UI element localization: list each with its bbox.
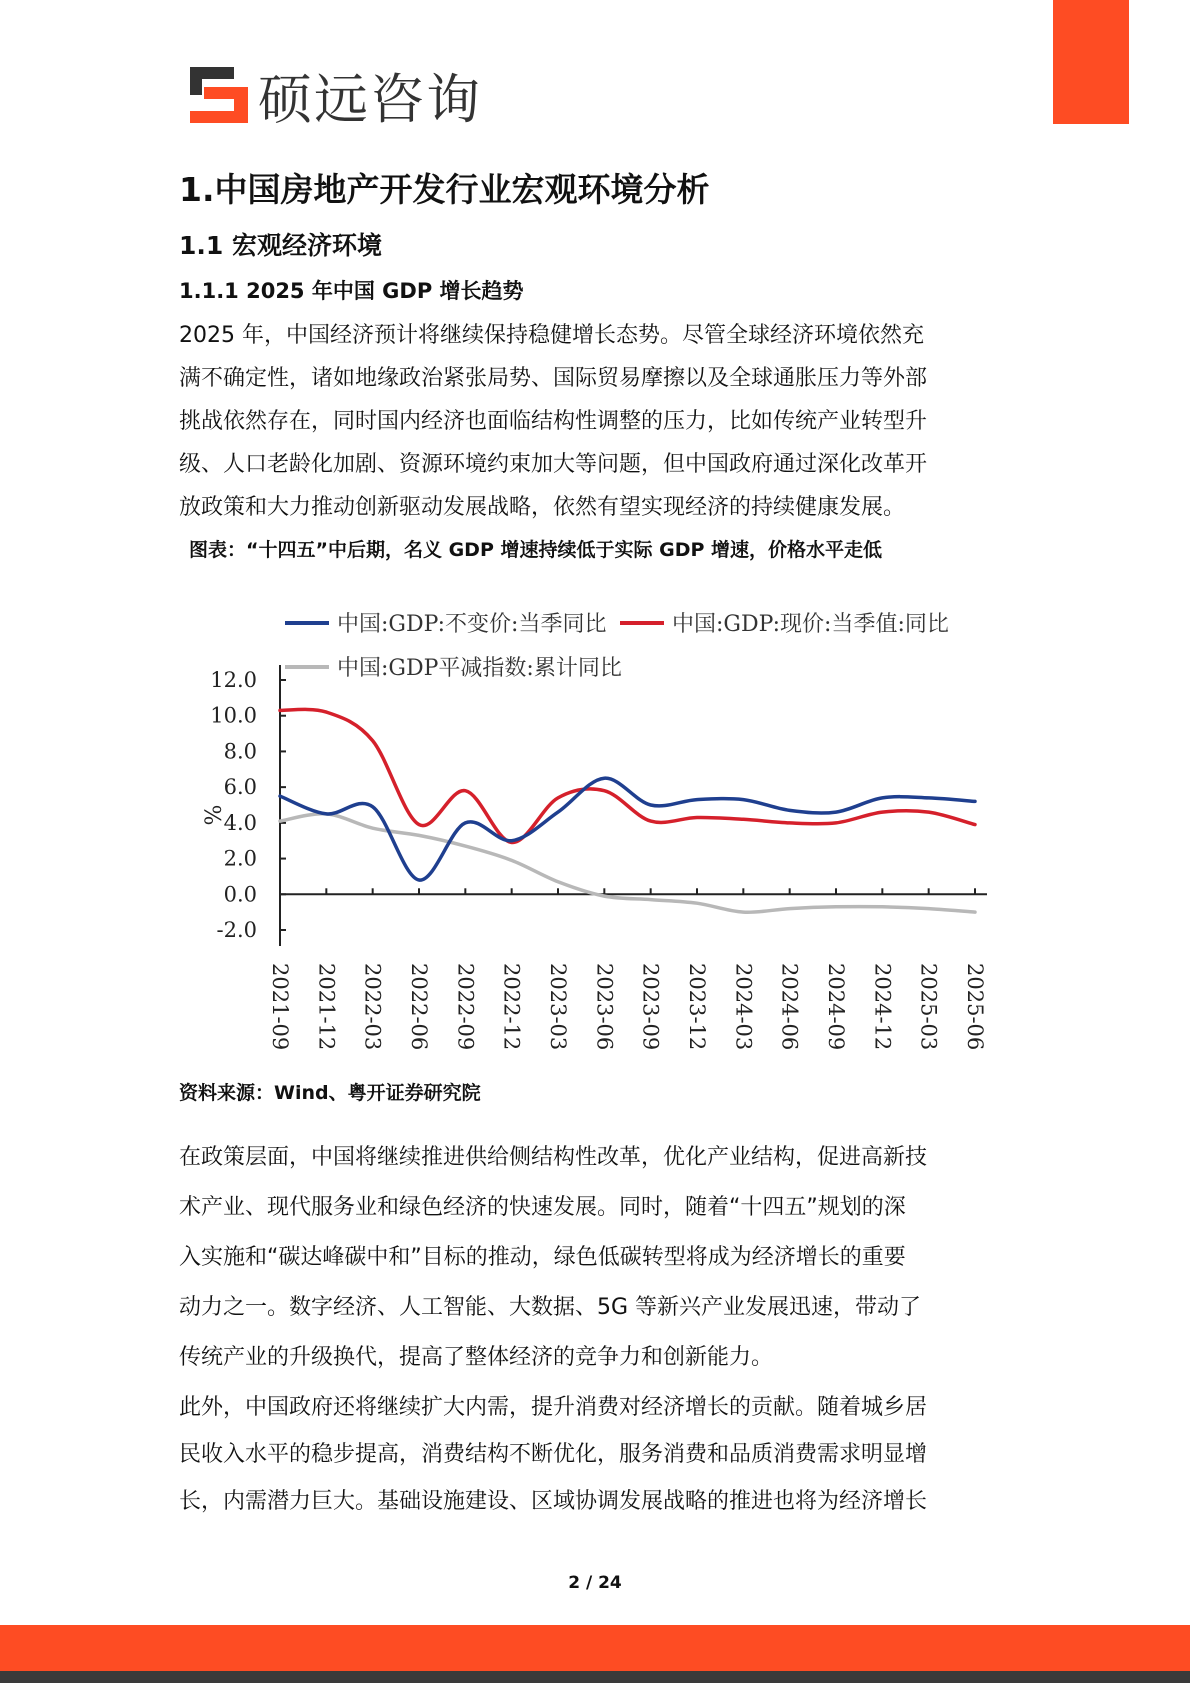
paragraph-line: 级、人口老龄化加剧、资源环境约束加大等问题，但中国政府通过深化改革开 — [179, 452, 928, 477]
y-axis-label: % — [202, 804, 227, 826]
y-tick-label: 8.0 — [223, 739, 257, 764]
paragraph-line: 入实施和“碳达峰碳中和”目标的推动，绿色低碳转型将成为经济增长的重要 — [179, 1245, 906, 1270]
section-heading: 1.中国房地产开发行业宏观环境分析 — [179, 170, 710, 209]
x-tick-label: 2023-03 — [546, 963, 570, 1051]
x-tick-label: 2024-09 — [824, 963, 848, 1051]
x-tick-label: 2022-06 — [407, 963, 431, 1051]
paragraph-line: 挑战依然存在，同时国内经济也面临结构性调整的压力，比如传统产业转型升 — [179, 409, 928, 434]
series-line-3 — [280, 814, 975, 912]
y-tick-label: -2.0 — [216, 918, 257, 942]
sub-subsection-heading: 1.1.1 2025 年中国 GDP 增长趋势 — [179, 279, 524, 303]
x-tick-label: 2025-06 — [963, 963, 987, 1051]
paragraph-line: 长，内需潜力巨大。基础设施建设、区域协调发展战略的推进也将为经济增长 — [179, 1489, 928, 1514]
paragraph-line: 2025 年，中国经济预计将继续保持稳健增长态势。尽管全球经济环境依然充 — [179, 323, 924, 348]
chart-legend — [285, 612, 949, 681]
x-tick-label: 2024-03 — [731, 963, 756, 1051]
x-tick-label: 2023-09 — [638, 963, 663, 1051]
y-tick-label: 0.0 — [223, 882, 257, 907]
y-tick-label: 4.0 — [223, 810, 257, 835]
x-tick-label: 2022-12 — [499, 963, 524, 1051]
legend-label-2: 中国:GDP:现价:当季值:同比 — [672, 612, 949, 637]
gdp-line-chart — [185, 585, 1035, 1055]
logo-text: 硕远咨询 — [258, 67, 482, 131]
paragraph-line: 此外，中国政府还将继续扩大内需，提升消费对经济增长的贡献。随着城乡居 — [179, 1395, 928, 1420]
chart-axes — [202, 665, 987, 1050]
x-tick-label: 2021-09 — [268, 963, 292, 1051]
paragraph-line: 动力之一。数字经济、人工智能、大数据、5G 等新兴产业发展迅速，带动了 — [179, 1295, 922, 1320]
figure-caption: 图表：“十四五”中后期，名义 GDP 增速持续低于实际 GDP 增速，价格水平走低 — [189, 539, 883, 561]
source-note: 资料来源：Wind、粤开证券研究院 — [179, 1082, 481, 1104]
paragraph-gdp-outlook — [179, 314, 1009, 529]
logo-mark-icon — [190, 67, 248, 123]
paragraph-line: 满不确定性，诸如地缘政治紧张局势、国际贸易摩擦以及全球通胀压力等外部 — [179, 366, 928, 391]
legend-label-3: 中国:GDP平减指数:累计同比 — [337, 656, 622, 681]
x-tick-label: 2022-09 — [453, 963, 478, 1051]
x-tick-label: 2024-12 — [870, 963, 895, 1051]
paragraph-line: 术产业、现代服务业和绿色经济的快速发展。同时，随着“十四五”规划的深 — [179, 1195, 906, 1220]
paragraph-policy — [179, 1133, 1009, 1383]
paragraph-domestic-demand — [179, 1384, 1009, 1525]
footer-accent-bar — [0, 1625, 1190, 1671]
subsection-heading: 1.1 宏观经济环境 — [179, 231, 382, 260]
x-tick-label: 2024-06 — [777, 963, 802, 1051]
paragraph-line: 民收入水平的稳步提高，消费结构不断优化，服务消费和品质消费需求明显增 — [179, 1442, 928, 1467]
x-tick-label: 2023-12 — [685, 963, 709, 1051]
y-tick-label: 10.0 — [210, 703, 257, 728]
paragraph-line: 放政策和大力推动创新驱动发展战略，依然有望实现经济的持续健康发展。 — [179, 495, 906, 520]
x-tick-label: 2023-06 — [592, 963, 617, 1051]
footer-dark-strip — [0, 1671, 1190, 1683]
y-tick-label: 12.0 — [210, 668, 257, 692]
chart-series — [280, 709, 975, 912]
y-tick-label: 2.0 — [223, 846, 257, 871]
y-tick-label: 6.0 — [223, 775, 257, 800]
brand-logo — [190, 64, 482, 131]
paragraph-line: 传统产业的升级换代，提高了整体经济的竞争力和创新能力。 — [179, 1345, 774, 1370]
x-tick-label: 2025-03 — [916, 963, 941, 1051]
corner-accent-block — [1053, 0, 1129, 124]
page-number: 2 / 24 — [568, 1573, 622, 1593]
x-tick-label: 2022-03 — [360, 963, 385, 1051]
x-tick-label: 2021-12 — [314, 963, 339, 1051]
legend-label-1: 中国:GDP:不变价:当季同比 — [337, 612, 607, 637]
paragraph-line: 在政策层面，中国将继续推进供给侧结构性改革，优化产业结构，促进高新技 — [179, 1145, 928, 1170]
